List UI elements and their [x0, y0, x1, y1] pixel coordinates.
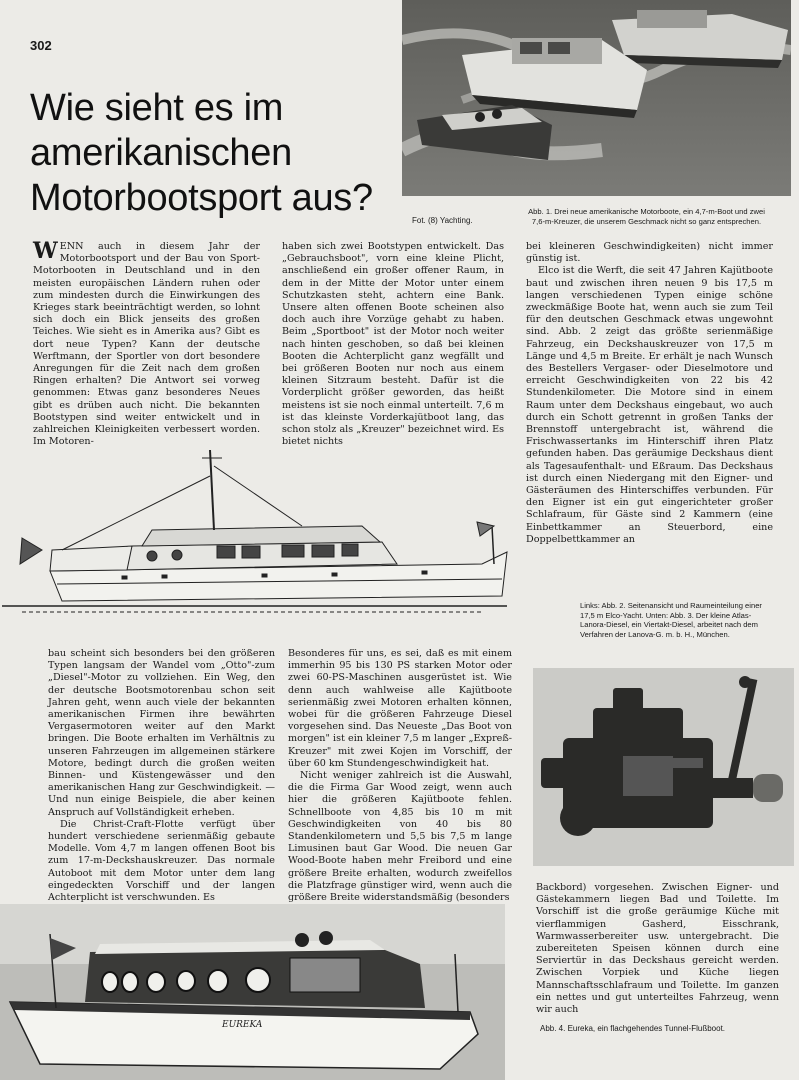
motorboats-photo [402, 0, 791, 196]
page-number: 302 [30, 38, 52, 53]
paragraph: ENN auch in diesem Jahr der Motorbootsport und der Bau von Sport-Motorbooten in Deutschland und in den meisten europäischen Ländern ruhen oder zum mindesten durch die Einwirkungen des Krieges stark beeinträchtigt werden, so lohnt sich doch ein Blick jenseits des großen Teiches. Wie sieht es in Amerika aus? Gibt es dort neue Typen? Kann der deutsche Werftmann, der Sportler von dort besondere Anregungen für die Zeit nach dem großen Ringen erhalten? Die Antwort sei vorweg genommen: Etwas ganz besonderes Neues gibt es drüben auch nicht. Die bekannten Bootstypen sind weiter entwickelt und in zahlreichen Kleinigkeiten verbessert worden. Im Motoren- [33, 241, 260, 448]
diesel-engine-photo [533, 668, 794, 866]
drop-cap: W [33, 238, 58, 264]
text-column-middle-right [288, 648, 512, 904]
photo-credit: Fot. (8) Yachting. [412, 216, 473, 225]
caption-abb1: Abb. 1. Drei neue amerikanische Motorboote, ein 4,7-m-Boot und zwei 7,6-m-Kreuzer, die unserem Geschmack nicht so ganz entsprechen. [528, 207, 765, 226]
caption-abb2-abb3: Links: Abb. 2. Seitenansicht und Raumeinteilung einer 17,5 m Elco-Yacht. Unten: Abb. 3. Der kleine Atlas-Lanora-Diesel, ein Viertakt-Diesel, arbeitet nach dem Verfahren der Lanova-G. m. b. H., München. [580, 601, 762, 639]
text-column-bottom-right [536, 882, 779, 1016]
boat-name-label: EUREKA [222, 1020, 263, 1030]
text-column-middle-left [48, 648, 275, 904]
text-column-right [526, 241, 773, 546]
paragraph: bau scheint sich besonders bei den größeren Typen langsam der Wandel vom „Otto"-zum „Diesel"-Motor zu vollziehen. Ein Weg, den der deutsche Bootsmotorenbau schon seit Jahren geht, wenn auch viele der bekannten amerikanischen Firmen ihre bewährten Vergasermotoren weiter auf den Markt bringen. Die Boote erhalten im Verhältnis zu unseren Fahrzeugen im allgemeinen stärkere Motore, bedingt durch die großen weiten Binnen- und Küstengewässer und den amerikanischen Hang zur Geschwindigkeit. — Und nun einige Beispiele, die aber keinen Anspruch auf Vollständigkeit erheben. [48, 648, 275, 818]
page-title: Wie sieht es im amerikanischen Motorbootsport aus? [30, 87, 373, 219]
paragraph: haben sich zwei Bootstypen entwickelt. Das „Gebrauchsboot", vorn eine kleine Plicht, anschließend ein großer offener Raum, in dem in der Mitte der Motor unter einem Schutzkasten steht, achtern eine Bank. Unsere alten offenen Boote scheinen also doch auch ihre Vorzüge gehabt zu haben. Beim „Sportboot" ist der Motor noch weiter nach hinten geschoben, so daß bei kleinen Booten die Achterplicht ganz wegfällt und bei größeren Booten nur noch aus einem kleinen Sitzraum besteht. Dafür ist die Vorderplicht größer geworden, das heißt meistens ist sie noch einmal unterteilt. 7,6 m ist das kleinste Vorderkajütboot lang, das schon stolz als „Kreuzer" bezeichnet wird. Es bietet nichts [282, 241, 504, 448]
paragraph: bei kleineren Geschwindigkeiten) nicht immer günstig ist. [526, 241, 773, 265]
paragraph: Nicht weniger zahlreich ist die Auswahl, die die Firma Gar Wood zeigt, wenn auch hier die größeren Kajütboote fehlen. Schnellboote von 4,85 bis 10 m mit Geschwindigkeiten von 40 bis 80 Standenkilometern und 5,5 bis 7,5 m lange Limusinen baut Gar Wood. Die neuen Gar Wood-Boote haben mehr Freibord und eine größere Breite erhalten, wodurch zweifellos die Platzfrage günstiger wird, wenn auch die größere Breite widerstandsmäßig (besonders [288, 770, 512, 904]
text-column-top-middle [282, 241, 504, 448]
paragraph: Die Christ-Craft-Flotte verfügt über hundert verschiedene serienmäßig gebaute Modelle. Vom 4,7 m langen offenen Boot bis zum 17-m-Deckshauskreuzer. Das normale Autoboot mit dem Motor unter dem lang eingedeckten Vorschiff und der langen Achterplicht ist verschwunden. Es [48, 818, 275, 904]
paragraph: Backbord) vorgesehen. Zwischen Eigner- und Gästekammern liegen Bad und Toilette. Im Vorschiff ist die große geräumige Küche mit vierflammigen Gasherd, Eisschrank, Warmwasserbereiter usw. untergebracht. Die zubereiteten Speisen können durch eine Serviertür in das Deckshaus gereicht werden. Zwischen Vorpiek und Küche liegen Mannschaftsschlafraum und Toilette. Im ganzen ein nettes und gut unterteiltes Fahrzeug, wenn wir auch [536, 882, 779, 1016]
paragraph: Elco ist die Werft, die seit 47 Jahren Kajütboote baut und zwischen ihren neuen 9 bis 17,5 m langen verschiedenen Typen einige schöne zweckmäßige Boote hat, wenn auch sie zum Teil für den deutschen Geschmack etwas ungewohnt sind. Abb. 2 zeigt das größte serienmäßige Fahrzeug, ein Deckshauskreuzer von 17,5 m Länge und 4,5 m Breite. Er erhält je nach Wunsch des Bestellers Vergaser- oder Dieselmotore und erreicht Geschwindigkeiten von 22 bis 42 Stundenkilometer. Die Motore sind in einem Raum unter dem Deckshaus eingebaut, wo auch durch ein Schott getrennt in großen Tanks der Brennstoff untergebracht ist, während die Frischwassertanks im Hinterschiff ihren Platz gefunden haben. Das geräumige Deckshaus dient als Tagesaufenthalt- und Eßraum. Das Deckshaus ist durch einen Niedergang mit den Eigner- und Gästeräumen des Hinterschiffes verbunden. Für den Eigner ist ein gut eingerichteter großer Schlafraum, für Gäste sind 2 Kammern (eine Einbettkammer an Steuerbord, eine Doppelbettkammer an [526, 265, 773, 545]
paragraph: Besonderes für uns, es sei, daß es mit einem immerhin 95 bis 130 PS starken Motor oder zwei 60-PS-Maschinen ausgerüstet ist. Wie denn auch wahlweise alle Kajütboote serienmäßig zwei Motoren erhalten können, wobei für die größeren Fahrzeuge Diesel vorgesehen sind. Das Neueste „Das Boot von morgen" ist ein kleiner 7,5 m langer „Expreß-Kreuzer" mit zwei Kojen im Vorschiff, der über 60 km Stundengeschwindigkeit hat. [288, 648, 512, 769]
text-column-top-left [33, 238, 260, 448]
caption-abb4: Abb. 4. Eureka, ein flachgehendes Tunnel-Flußboot. [540, 1024, 726, 1033]
yacht-side-view-drawing [2, 446, 512, 616]
eureka-boat-photo [0, 904, 505, 1080]
